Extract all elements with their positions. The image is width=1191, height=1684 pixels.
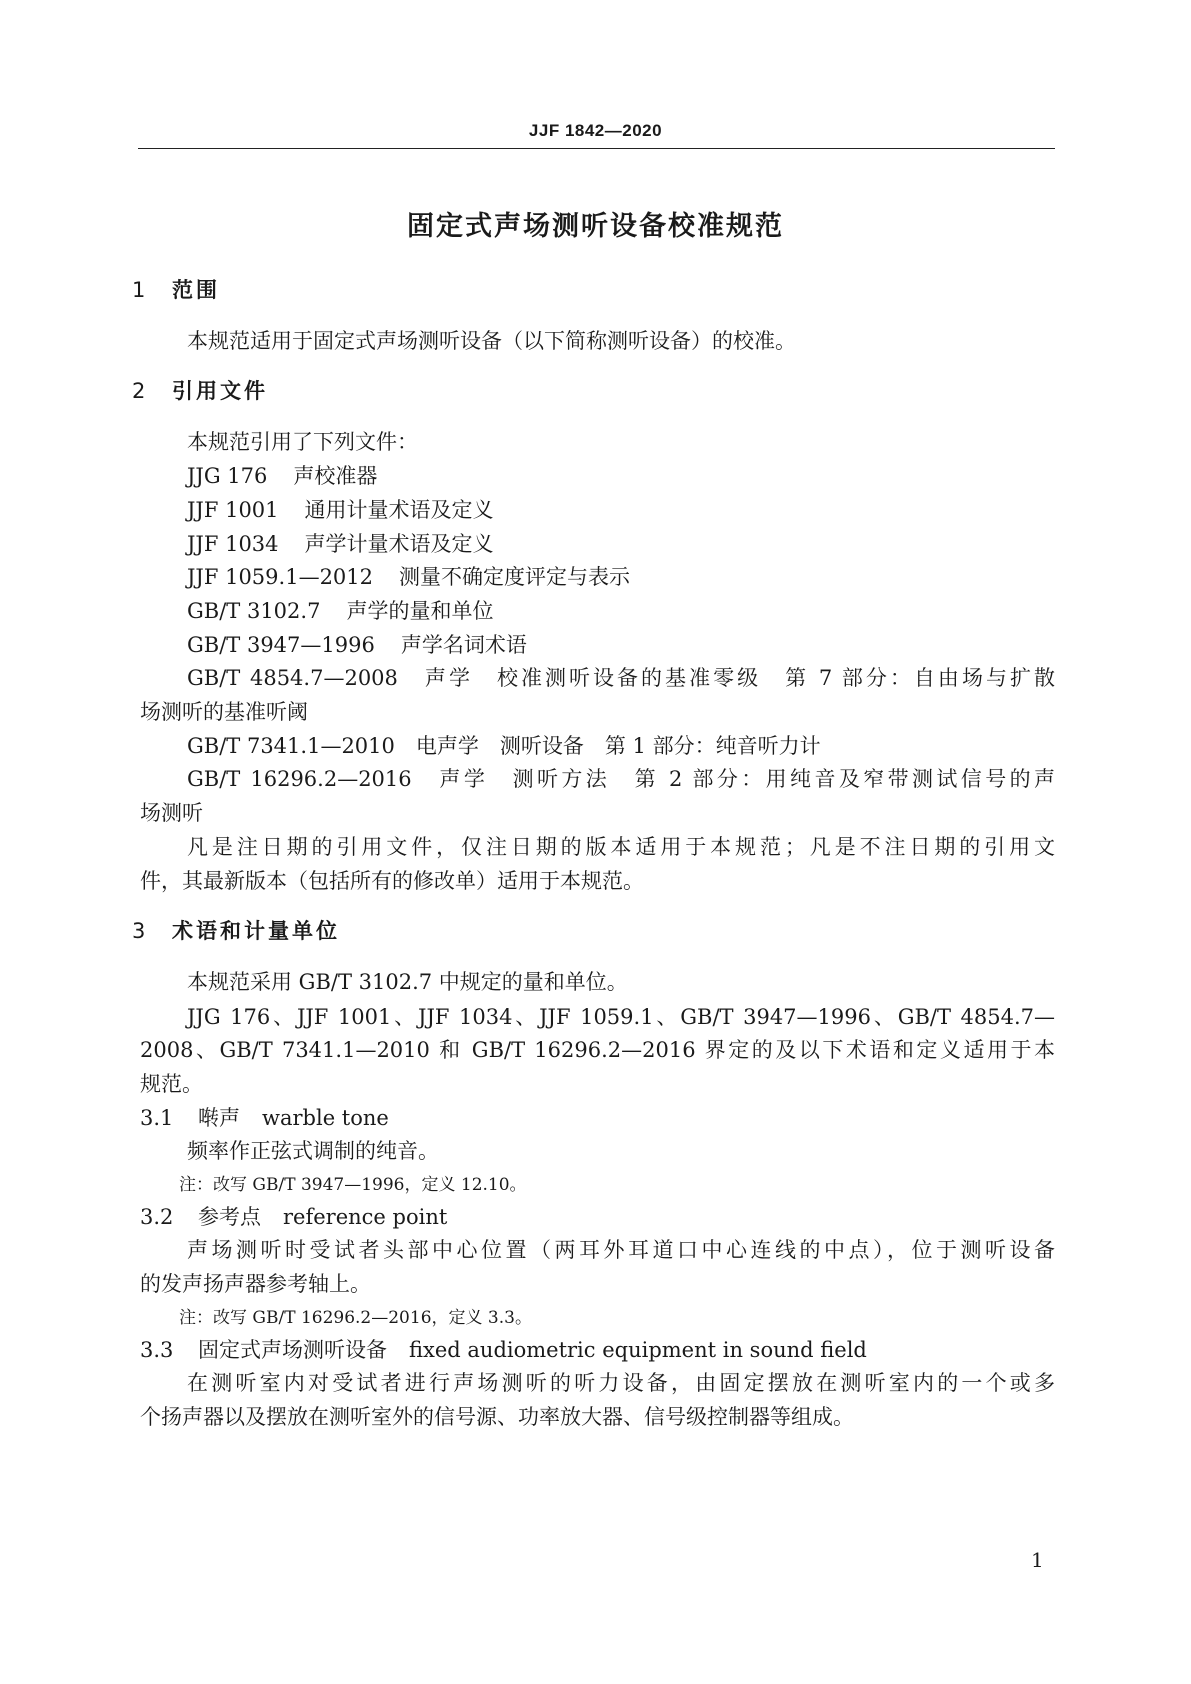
reference-code: JJF 1001 bbox=[187, 498, 279, 522]
reference-title: 声学名词术语 bbox=[400, 633, 527, 657]
references-intro: 本规范引用了下列文件： bbox=[187, 430, 418, 454]
section-3-heading bbox=[132, 921, 340, 942]
reference-code: JJG 176 bbox=[187, 464, 268, 488]
reference-item bbox=[187, 500, 494, 521]
reference-line-cont: 场测听的基准听阈 bbox=[140, 700, 308, 724]
reference-title: 声学计量术语及定义 bbox=[304, 532, 494, 556]
term-definition bbox=[187, 1240, 1055, 1261]
definition-line: 声场测听时受试者头部中心位置（两耳外耳道口中心连线的中点），位于测听设备 bbox=[187, 1238, 1055, 1262]
term-note: 注：改写 GB/T 3947—1996，定义 12.10。 bbox=[179, 1175, 527, 1195]
term-zh: 固定式声场测听设备 bbox=[198, 1338, 387, 1362]
term-en: fixed audiometric equipment in sound field bbox=[409, 1338, 867, 1362]
term-zh: 参考点 bbox=[198, 1205, 261, 1229]
definition-line: 在测听室内对受试者进行声场测听的听力设备，由固定摆放在测听室内的一个或多 bbox=[187, 1371, 1055, 1395]
section-3-para-2-cont bbox=[140, 1040, 1055, 1061]
document-title: 固定式声场测听设备校准规范 bbox=[407, 211, 784, 242]
reference-item-gbt4854 bbox=[187, 668, 1055, 689]
reference-code: GB/T 3947—1996 bbox=[187, 633, 375, 657]
section-title: 范围 bbox=[172, 278, 220, 302]
reference-line: GB/T 4854.7—2008 声学 校准测听设备的基准零级 第 7 部分：自由场与扩散 bbox=[187, 666, 1055, 690]
paragraph-line: 2008、GB/T 7341.1—2010 和 GB/T 16296.2—2016 界定的及以下术语和定义适用于本 bbox=[140, 1038, 1055, 1062]
term-note: 注：改写 GB/T 16296.2—2016，定义 3.3。 bbox=[179, 1308, 532, 1328]
section-number: 3 bbox=[132, 919, 146, 943]
reference-title: 声校准器 bbox=[293, 464, 378, 488]
term-definition-cont: 个扬声器以及摆放在测听室外的信号源、功率放大器、信号级控制器等组成。 bbox=[140, 1405, 854, 1429]
header-rule bbox=[138, 148, 1055, 149]
term-definition-cont: 的发声扬声器参考轴上。 bbox=[140, 1272, 371, 1296]
section-1-body: 本规范适用于固定式声场测听设备（以下简称测听设备）的校准。 bbox=[187, 329, 796, 353]
term-definition bbox=[187, 1373, 1055, 1394]
reference-item bbox=[187, 567, 630, 588]
standard-code-header: JJF 1842—2020 bbox=[528, 121, 663, 140]
term-number: 3.2 bbox=[140, 1205, 174, 1229]
term-en: warble tone bbox=[262, 1106, 389, 1130]
term-heading bbox=[140, 1340, 867, 1361]
paragraph-line: JJG 176、JJF 1001、JJF 1034、JJF 1059.1、GB/T 3947—1996、GB/T 4854.7— bbox=[187, 1005, 1055, 1029]
reference-item bbox=[187, 466, 377, 487]
section-2-heading bbox=[132, 381, 268, 402]
term-definition: 频率作正弦式调制的纯音。 bbox=[187, 1139, 439, 1163]
closing-line: 凡是注日期的引用文件，仅注日期的版本适用于本规范；凡是不注日期的引用文 bbox=[187, 835, 1055, 859]
reference-item-gbt7341: GB/T 7341.1—2010 电声学 测听设备 第 1 部分：纯音听力计 bbox=[187, 734, 821, 758]
reference-item-gbt16296 bbox=[187, 769, 1055, 790]
term-zh: 啭声 bbox=[198, 1106, 240, 1130]
reference-code: GB/T 3102.7 bbox=[187, 599, 321, 623]
section-1-heading bbox=[132, 280, 220, 301]
closing-line-cont: 件，其最新版本（包括所有的修改单）适用于本规范。 bbox=[140, 869, 644, 893]
section-3-para-2-end: 规范。 bbox=[140, 1072, 203, 1096]
reference-title: 声学的量和单位 bbox=[346, 599, 494, 623]
page-number: 1 bbox=[1031, 1548, 1044, 1572]
term-number: 3.3 bbox=[140, 1338, 174, 1362]
reference-line: GB/T 16296.2—2016 声学 测听方法 第 2 部分：用纯音及窄带测试信号的声 bbox=[187, 767, 1055, 791]
section-title: 术语和计量单位 bbox=[172, 919, 340, 943]
section-number: 1 bbox=[132, 278, 146, 302]
section-number: 2 bbox=[132, 379, 146, 403]
reference-title: 测量不确定度评定与表示 bbox=[399, 565, 631, 589]
section-3-para-2 bbox=[187, 1007, 1055, 1028]
section-3-para-1: 本规范采用 GB/T 3102.7 中规定的量和单位。 bbox=[187, 970, 628, 994]
reference-code: JJF 1034 bbox=[187, 532, 279, 556]
reference-item bbox=[187, 601, 493, 622]
reference-item bbox=[187, 635, 527, 656]
reference-line-cont: 场测听 bbox=[140, 801, 203, 825]
section-title: 引用文件 bbox=[172, 379, 268, 403]
reference-item bbox=[187, 534, 494, 555]
reference-title: 通用计量术语及定义 bbox=[304, 498, 494, 522]
term-heading bbox=[140, 1108, 389, 1129]
term-en: reference point bbox=[283, 1205, 448, 1229]
term-heading bbox=[140, 1207, 447, 1228]
references-closing bbox=[187, 837, 1055, 858]
term-number: 3.1 bbox=[140, 1106, 174, 1130]
reference-code: JJF 1059.1—2012 bbox=[187, 565, 374, 589]
